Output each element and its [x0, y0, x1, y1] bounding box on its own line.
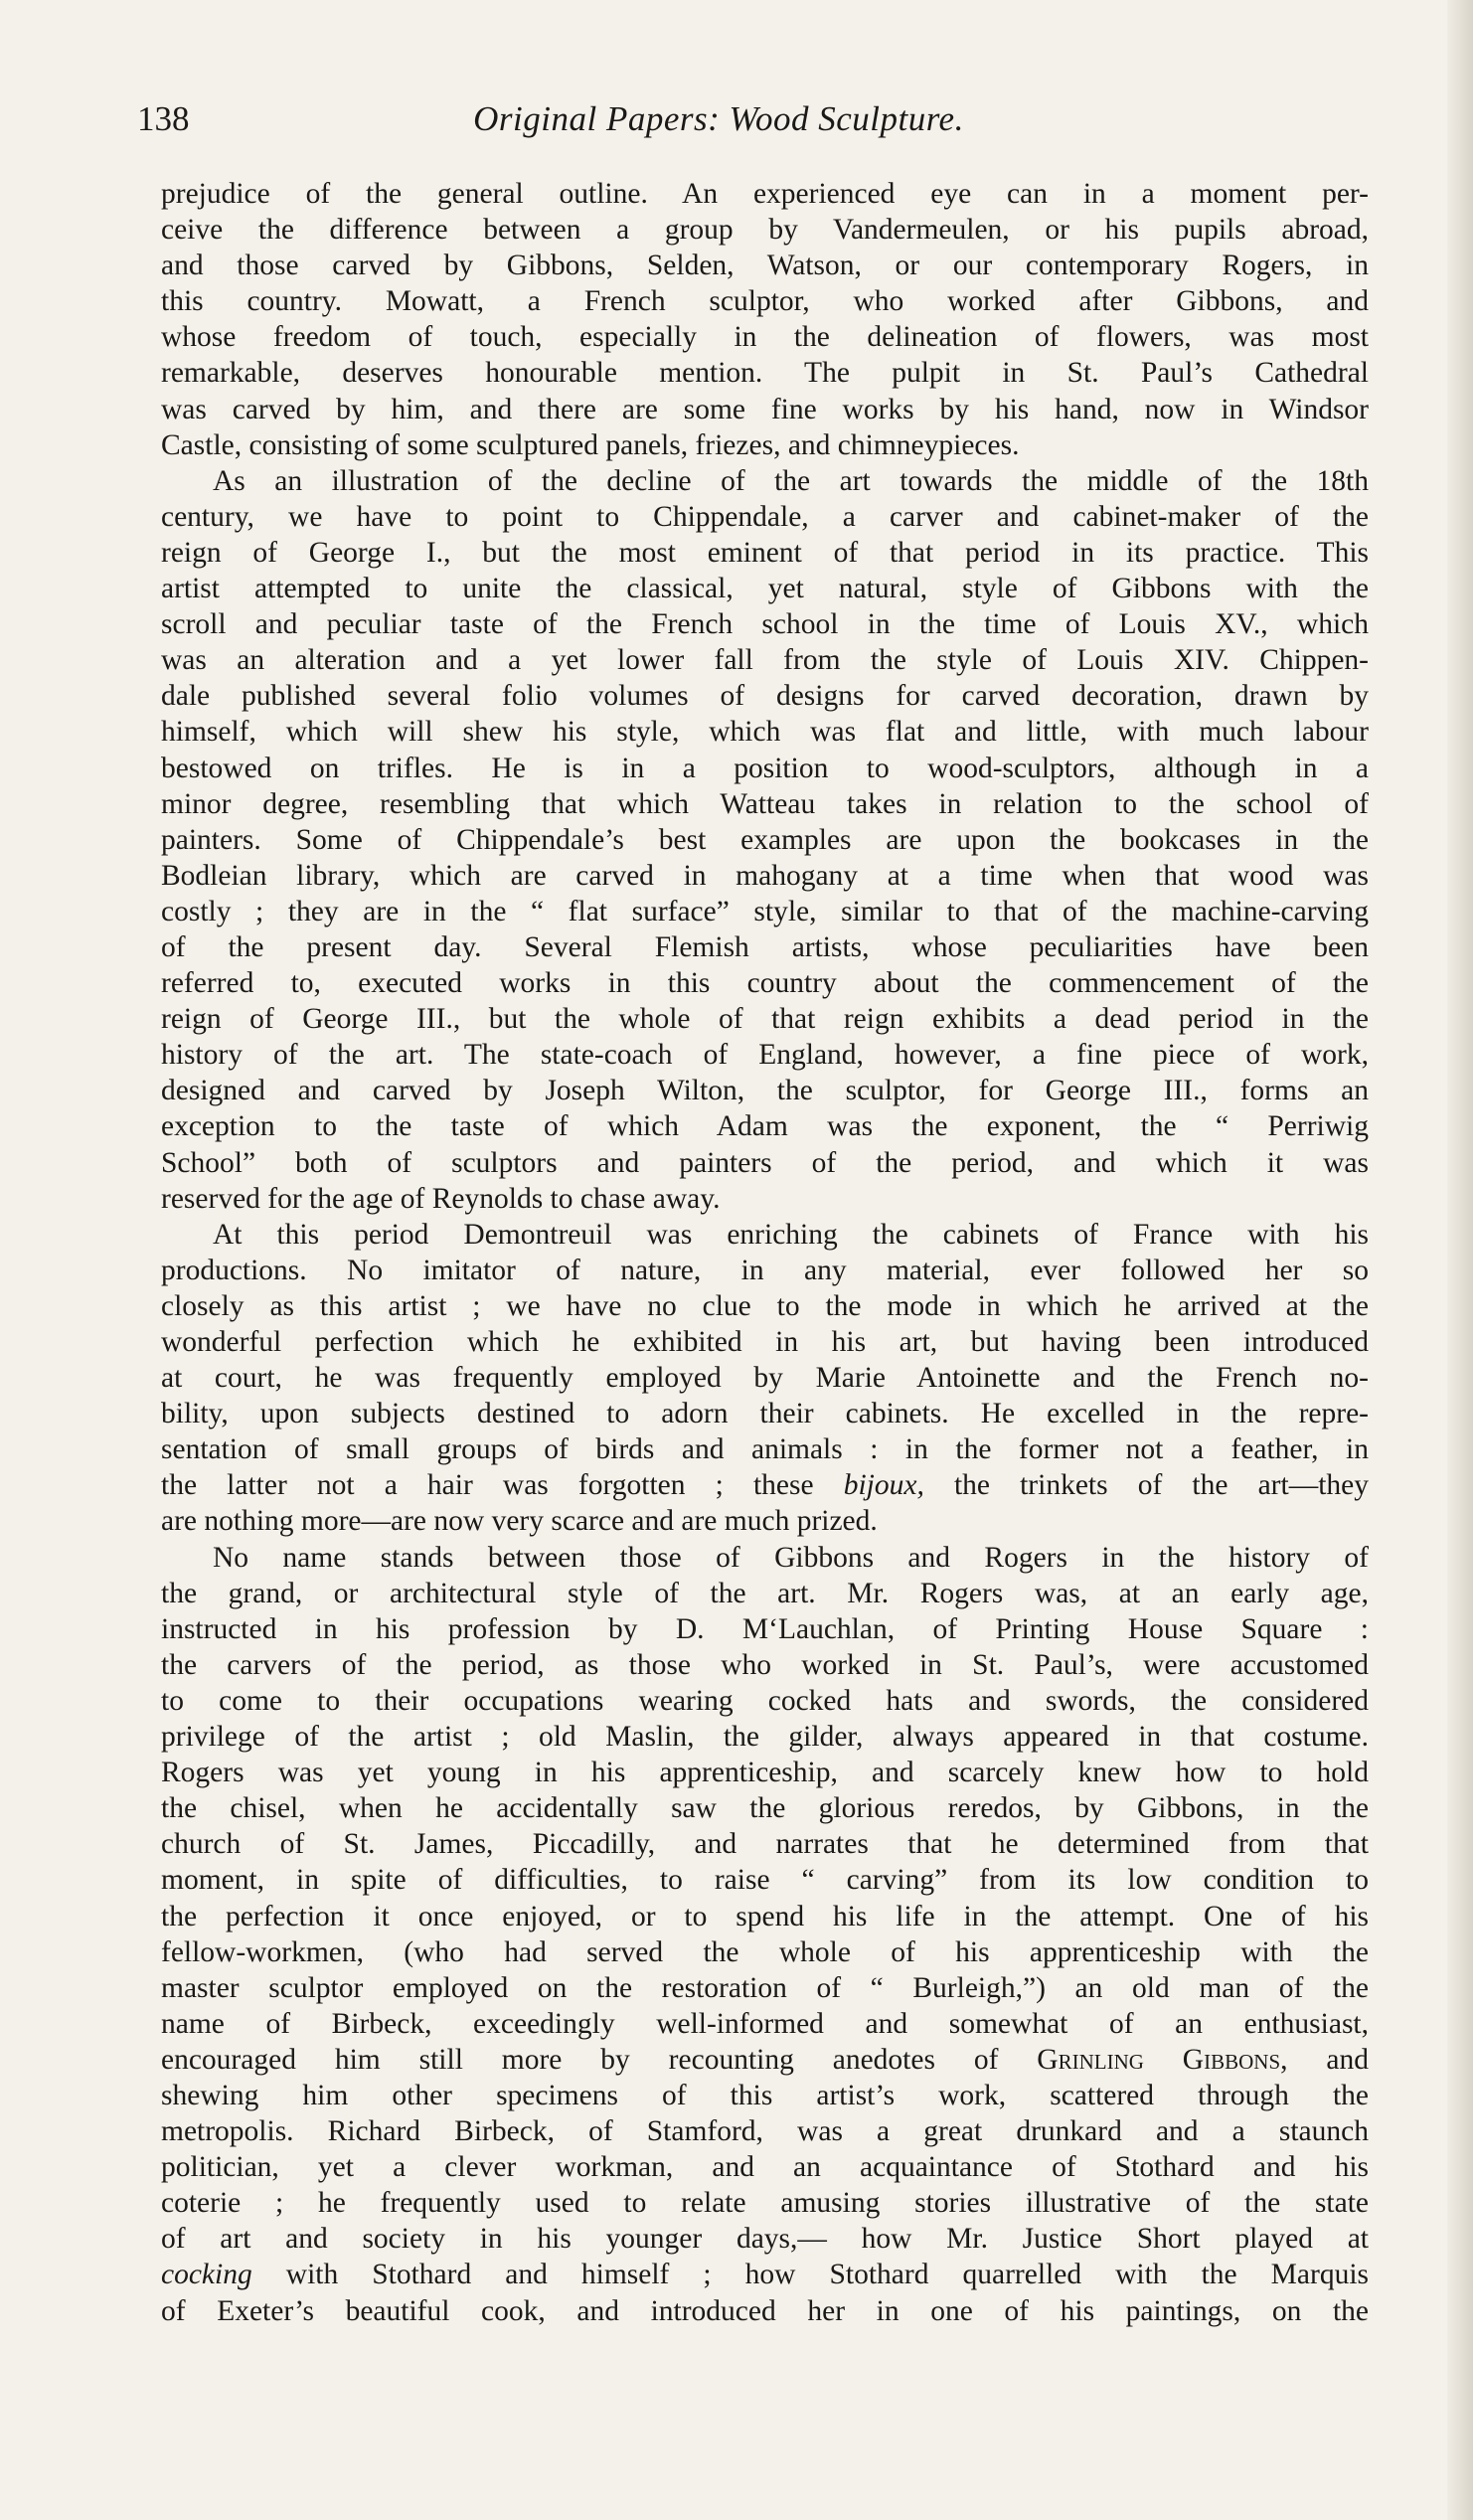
- text-line: bility, upon subjects destined to adorn their cabinets. He excelled in the repre-: [161, 1398, 1369, 1430]
- text-line: [161, 2042, 1369, 2078]
- italic-text: bijoux,: [843, 1469, 924, 1502]
- text-line: Rogers was yet young in his apprenticeship, and scarcely knew how to hold: [161, 1757, 1369, 1789]
- text-line: metropolis. Richard Birbeck, of Stamford, was a great drunkard and a staunch: [161, 2115, 1369, 2148]
- text-line: exception to the taste of which Adam was the exponent, the “ Perriwig: [161, 1110, 1369, 1143]
- small-caps-text: Grinling Gibbons,: [1037, 2043, 1288, 2076]
- text-line: are nothing more—are now very scarce and are much prized.: [161, 1505, 878, 1538]
- text-line: ceive the difference between a group by Vandermeulen, or his pupils abroad,: [161, 214, 1369, 247]
- text-line: reign of George III., but the whole of that reign exhibits a dead period in the: [161, 1003, 1369, 1036]
- text-line: of art and society in his younger days,— how Mr. Justice Short played at: [161, 2223, 1369, 2256]
- text-run: the trinkets of the art—they: [923, 1469, 1369, 1502]
- text-run: encouraged him still more by recounting anedotes of: [161, 2043, 1038, 2076]
- text-line: bestowed on trifles. He is in a position to wood-sculptors, although in a: [161, 752, 1369, 784]
- text-line: closely as this artist ; we have no clue to the mode in which he arrived at the: [161, 1289, 1369, 1322]
- text-line: wonderful perfection which he exhibited in his art, but having been introduced: [161, 1326, 1369, 1358]
- text-line: the chisel, when he accidentally saw the glorious reredos, by Gibbons, in the: [161, 1792, 1369, 1825]
- body-text: [161, 176, 1369, 2329]
- text-line: Bodleian library, which are carved in mahogany at a time when that wood was: [161, 859, 1369, 892]
- text-line: No name stands between those of Gibbons and Rogers in the history of: [213, 1541, 1369, 1574]
- text-line: to come to their occupations wearing cocked hats and swords, the considered: [161, 1684, 1369, 1717]
- text-line: the grand, or architectural style of the art. Mr. Rogers was, at an early age,: [161, 1577, 1369, 1609]
- text-line: century, we have to point to Chippendale, a carver and cabinet-maker of the: [161, 500, 1369, 533]
- page-number: 138: [137, 99, 190, 138]
- text-line: instructed in his profession by D. M‘Lauchlan, of Printing House Square :: [161, 1612, 1369, 1645]
- text-line: name of Birbeck, exceedingly well-informed and somewhat of an enthusiast,: [161, 2007, 1369, 2040]
- text-line: fellow-workmen, (who had served the whole of his apprenticeship with the: [161, 1935, 1369, 1968]
- text-line: was an alteration and a yet lower fall from the style of Louis XIV. Chippen-: [161, 644, 1369, 677]
- text-line: church of St. James, Piccadilly, and narrates that he determined from that: [161, 1828, 1369, 1861]
- text-line: of the present day. Several Flemish artists, whose peculiarities have been: [161, 930, 1369, 963]
- text-line: history of the art. The state-coach of England, however, a fine piece of work,: [161, 1039, 1369, 1072]
- text-line: master sculptor employed on the restoration of “ Burleigh,”) an old man of the: [161, 1971, 1369, 2004]
- text-line: referred to, executed works in this country about the commencement of the: [161, 967, 1369, 1000]
- text-line: At this period Demontreuil was enriching the cabinets of France with his: [213, 1218, 1369, 1251]
- text-line: As an illustration of the decline of the art towards the middle of the 18th: [213, 464, 1369, 497]
- text-line: moment, in spite of difficulties, to raise “ carving” from its low condition to: [161, 1864, 1369, 1897]
- text-line: reserved for the age of Reynolds to chase away.: [161, 1182, 721, 1215]
- text-line: privilege of the artist ; old Maslin, the gilder, always appeared in that costume.: [161, 1721, 1369, 1754]
- text-line: artist attempted to unite the classical, yet natural, style of Gibbons with the: [161, 573, 1369, 605]
- text-line: scroll and peculiar taste of the French school in the time of Louis XV., which: [161, 608, 1369, 641]
- text-line: dale published several folio volumes of designs for carved decoration, drawn by: [161, 680, 1369, 713]
- text-line: costly ; they are in the “ flat surface” style, similar to that of the machine-carving: [161, 895, 1369, 927]
- text-line: painters. Some of Chippendale’s best examples are upon the bookcases in the: [161, 823, 1369, 856]
- text-run: and: [1287, 2043, 1369, 2076]
- text-line: remarkable, deserves honourable mention. The pulpit in St. Paul’s Cathedral: [161, 357, 1369, 390]
- text-line: the carvers of the period, as those who worked in St. Paul’s, were accustomed: [161, 1648, 1369, 1681]
- italic-text: cocking: [161, 2259, 252, 2291]
- text-line: designed and carved by Joseph Wilton, the sculptor, for George III., forms an: [161, 1075, 1369, 1107]
- text-line: shewing him other specimens of this artist’s work, scattered through the: [161, 2079, 1369, 2111]
- text-line: sentation of small groups of birds and animals : in the former not a feather, in: [161, 1433, 1369, 1466]
- running-title: Original Papers: Wood Sculpture.: [473, 99, 964, 138]
- text-line: coterie ; he frequently used to relate amusing stories illustrative of the state: [161, 2187, 1369, 2220]
- text-line: the perfection it once enjoyed, or to spend his life in the attempt. One of his: [161, 1900, 1369, 1932]
- text-run: the latter not a hair was forgotten ; these: [161, 1469, 844, 1502]
- text-line: was carved by him, and there are some fine works by his hand, now in Windsor: [161, 393, 1369, 425]
- text-line: of Exeter’s beautiful cook, and introduced her in one of his paintings, on the: [161, 2294, 1369, 2327]
- text-line: this country. Mowatt, a French sculptor, who worked after Gibbons, and: [161, 285, 1369, 318]
- text-run: with Stothard and himself ; how Stothard quarrelled with the Marquis: [251, 2259, 1369, 2291]
- running-header: [137, 94, 1300, 144]
- text-line: reign of George I., but the most eminent of that period in its practice. This: [161, 536, 1369, 569]
- text-line: politician, yet a clever workman, and an acquaintance of Stothard and his: [161, 2151, 1369, 2184]
- text-line: and those carved by Gibbons, Selden, Watson, or our contemporary Rogers, in: [161, 250, 1369, 282]
- page-edge-shadow: [1447, 0, 1473, 2520]
- text-line: [161, 1467, 1369, 1503]
- text-line: [161, 2257, 1369, 2292]
- text-line: School” both of sculptors and painters of the period, and which it was: [161, 1146, 1369, 1179]
- text-line: minor degree, resembling that which Watteau takes in relation to the school of: [161, 787, 1369, 820]
- text-line: prejudice of the general outline. An experienced eye can in a moment per-: [161, 178, 1369, 210]
- text-line: whose freedom of touch, especially in the delineation of flowers, was most: [161, 321, 1369, 354]
- text-line: at court, he was frequently employed by Marie Antoinette and the French no-: [161, 1362, 1369, 1395]
- text-line: Castle, consisting of some sculptured panels, friezes, and chimneypieces.: [161, 428, 1020, 461]
- text-line: productions. No imitator of nature, in any material, ever followed her so: [161, 1254, 1369, 1286]
- text-line: himself, which will shew his style, which was flat and little, with much labour: [161, 716, 1369, 749]
